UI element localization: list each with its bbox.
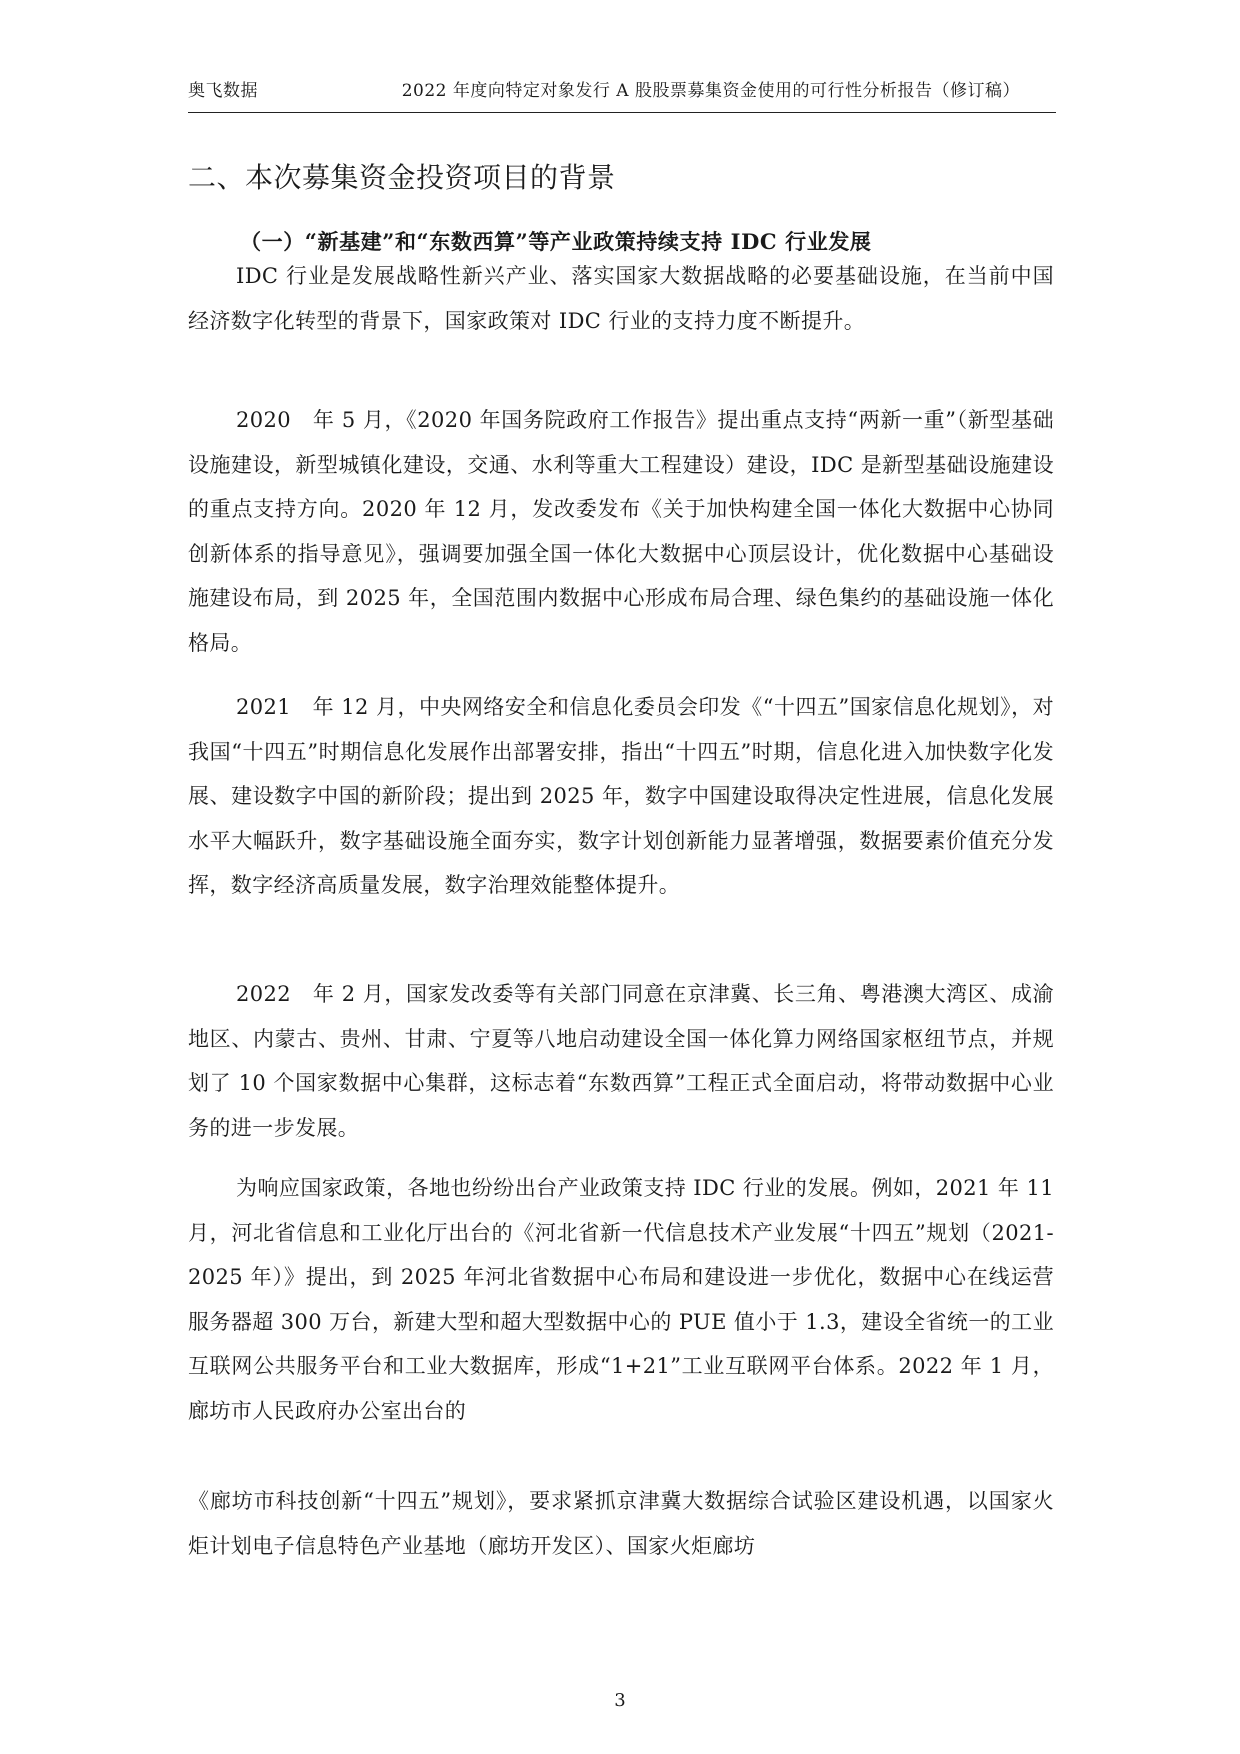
subsection-heading xyxy=(240,226,872,256)
page-header xyxy=(188,72,1056,113)
header-report-title: 2022 年度向特定对象发行 A 股股票募集资金使用的可行性分析报告（修订稿） xyxy=(401,81,1020,101)
paragraph-2020-policy: 2020 年 5 月，《2020 年国务院政府工作报告》提出重点支持“两新一重”（新型基础设施建设，新型城镇化建设，交通、水利等重大工程建设）建设，IDC 是新型基础设施建设的重点支持方向。2020 年 12 月，发改委发布《关于加快构建全国一体化大数据中心协同创新体系的指导意见》，强调要加强全国一体化大数据中心顶层设计，优化数据中心基础设施建设布局，到 2025 年，全国范围内数据中心形成布局合理、绿色集约的基础设施一体化格局。 xyxy=(188,408,1054,655)
paragraph-2022-policy: 2022 年 2 月，国家发改委等有关部门同意在京津冀、长三角、粤港澳大湾区、成渝地区、内蒙古、贵州、甘肃、宁夏等八地启动建设全国一体化算力网络国家枢纽节点，并规划了 10 个国家数据中心集群，这标志着“东数西算”工程正式全面启动，将带动数据中心业务的进一步发展。 xyxy=(188,982,1054,1140)
paragraph-langfang-plan: 《廊坊市科技创新“十四五”规划》，要求紧抓京津冀大数据综合试验区建设机遇，以国家火炬计划电子信息特色产业基地（廊坊开发区）、国家火炬廊坊 xyxy=(188,1489,1054,1558)
header-company-name: 奥飞数据 xyxy=(188,81,258,101)
subsection-heading-bold: IDC xyxy=(730,229,778,254)
section-heading: 二、本次募集资金投资项目的背景 xyxy=(188,161,616,194)
paragraph-idc-overview: IDC 行业是发展战略性新兴产业、落实国家大数据战略的必要基础设施，在当前中国经济数字化转型的背景下，国家政策对 IDC 行业的支持力度不断提升。 xyxy=(188,264,1054,333)
paragraph-local-policy: 为响应国家政策，各地也纷纷出台产业政策支持 IDC 行业的发展。例如，2021 年 11 月，河北省信息和工业化厅出台的《河北省新一代信息技术产业发展“十四五”规划（2021-2025 年）》提出，到 2025 年河北省数据中心布局和建设进一步优化，数据中心在线运营服务器超 300 万台，新建大型和超大型数据中心的 PUE 值小于 1.3，建设全省统一的工业互联网公共服务平台和工业大数据库，形成“1+21”工业互联网平台体系。2022 年 1 月，廊坊市人民政府办公室出台的 xyxy=(188,1176,1054,1423)
subsection-heading-prefix: （一）“新基建”和“东数西算”等产业政策持续支持 xyxy=(240,229,731,254)
subsection-heading-suffix: 行业发展 xyxy=(777,229,872,254)
page-number: 3 xyxy=(614,1690,626,1711)
paragraph-2021-policy: 2021 年 12 月，中央网络安全和信息化委员会印发《“十四五”国家信息化规划》，对我国“十四五”时期信息化发展作出部署安排，指出“十四五”时期，信息化进入加快数字化发展、建设数字中国的新阶段；提出到 2025 年，数字中国建设取得决定性进展，信息化发展水平大幅跃升，数字基础设施全面夯实，数字计划创新能力显著增强，数据要素价值充分发挥，数字经济高质量发展，数字治理效能整体提升。 xyxy=(188,695,1054,897)
